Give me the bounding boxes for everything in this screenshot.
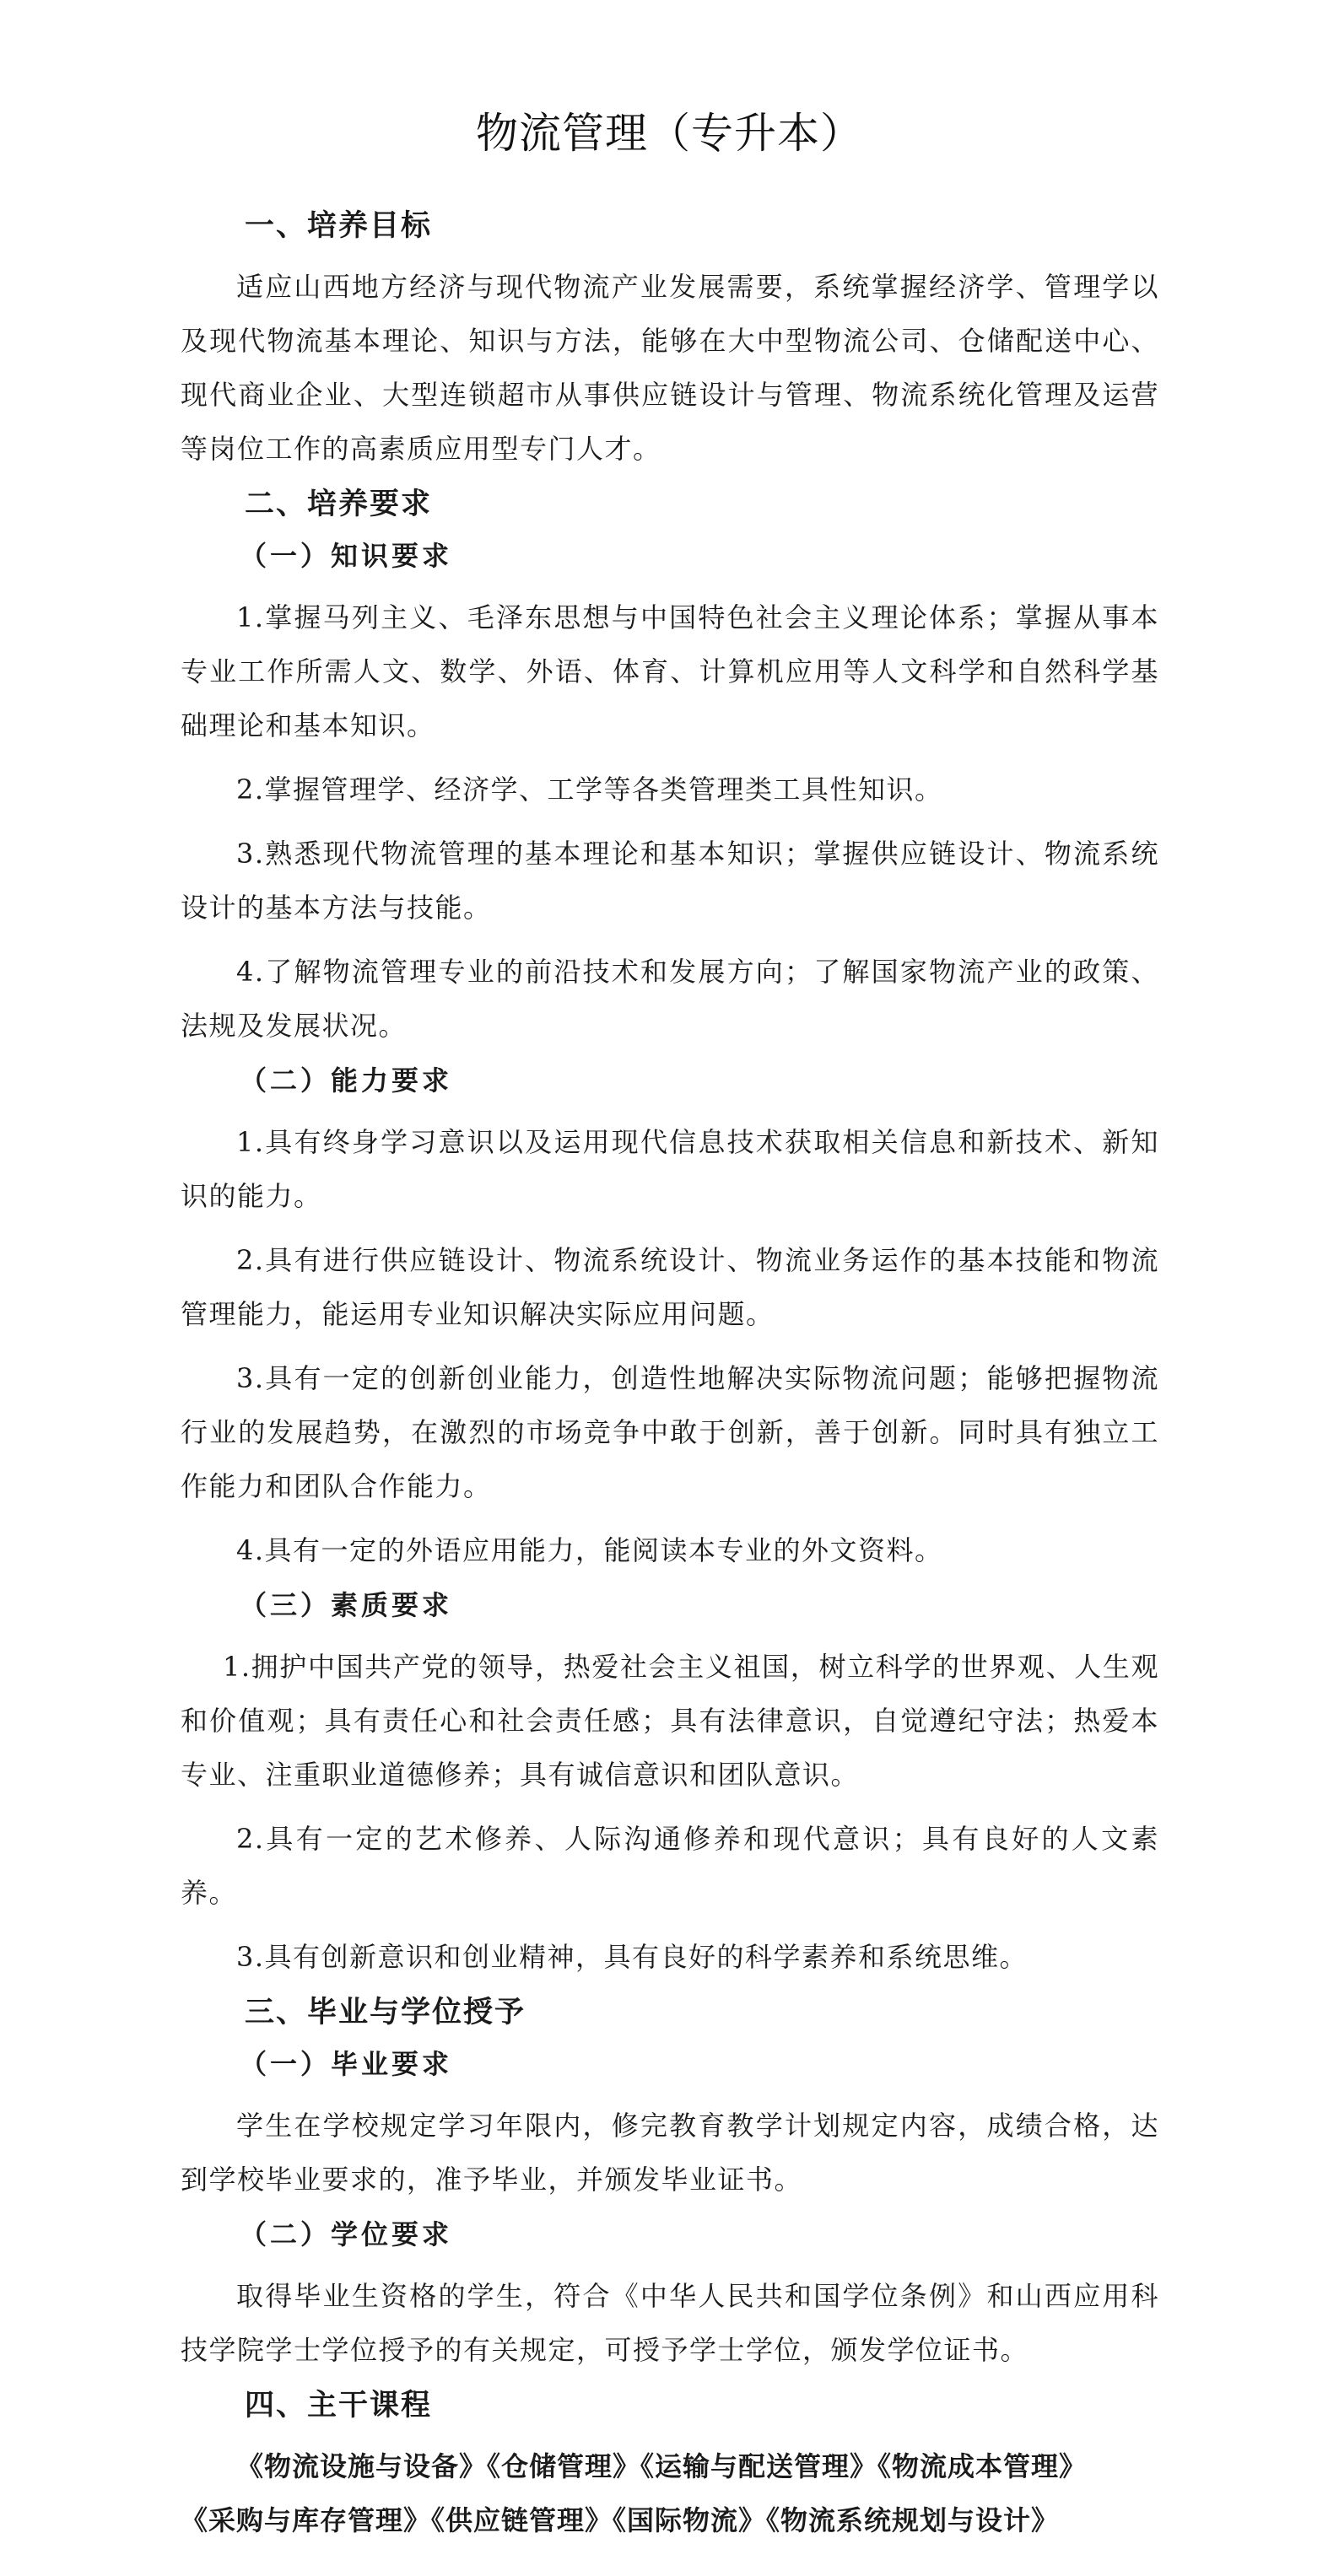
core-courses-line: 《采购与库存管理》《供应链管理》《国际物流》《物流系统规划与设计》 [181, 2504, 1060, 2536]
section-heading-graduation-degree: 三、毕业与学位授予 [245, 1996, 526, 2029]
graduation-paragraph: 学生在学校规定学习年限内，修完教育教学计划规定内容，成绩合格，达到学校毕业要求的，准予毕业，并颁发毕业证书。 [181, 2110, 1159, 2196]
ability-item: 3.具有一定的创新创业能力，创造性地解决实际物流问题；能够把握物流行业的发展趋势，在激烈的市场竞争中敢于创新，善于创新。同时具有独立工作能力和团队合作能力。 [181, 1362, 1159, 1502]
ability-item: 4.具有一定的外语应用能力，能阅读本专业的外文资料。 [236, 1534, 943, 1566]
section-heading-core-courses: 四、主干课程 [245, 2389, 433, 2422]
subheading-ability: （二）能力要求 [240, 1064, 453, 1097]
quality-item: 2.具有一定的艺术修养、人际沟通修养和现代意识；具有良好的人文素养。 [181, 1823, 1159, 1909]
core-courses-line: 《物流设施与设备》《仓储管理》《运输与配送管理》《物流成本管理》 [236, 2450, 1088, 2482]
document-title: 物流管理（专升本） [476, 109, 863, 158]
subheading-graduation: （一）毕业要求 [240, 2048, 453, 2080]
knowledge-item: 2.掌握管理学、经济学、工学等各类管理类工具性知识。 [236, 773, 943, 806]
knowledge-item: 1.掌握马列主义、毛泽东思想与中国特色社会主义理论体系；掌握从事本专业工作所需人文、数学、外语、体育、计算机应用等人文科学和自然科学基础理论和基本知识。 [181, 601, 1159, 741]
knowledge-item: 4.了解物流管理专业的前沿技术和发展方向；了解国家物流产业的政策、法规及发展状况。 [181, 956, 1159, 1042]
subheading-degree: （二）学位要求 [240, 2218, 453, 2250]
quality-item: 1.拥护中国共产党的领导，热爱社会主义祖国，树立科学的世界观、人生观和价值观；具有责任心和社会责任感；具有法律意识，自觉遵纪守法；热爱本专业、注重职业道德修养；具有诚信意识和团队意识。 [181, 1651, 1159, 1791]
section-heading-training-goals: 一、培养目标 [245, 209, 433, 243]
subheading-quality: （三）素质要求 [240, 1589, 453, 1621]
training-goals-paragraph: 适应山西地方经济与现代物流产业发展需要，系统掌握经济学、管理学以及现代物流基本理论、知识与方法，能够在大中型物流公司、仓储配送中心、现代商业企业、大型连锁超市从事供应链设计与管理、物流系统化管理及运营等岗位工作的高素质应用型专门人才。 [181, 271, 1159, 465]
quality-item: 3.具有创新意识和创业精神，具有良好的科学素养和系统思维。 [236, 1941, 1029, 1973]
degree-paragraph: 取得毕业生资格的学生，符合《中华人民共和国学位条例》和山西应用科技学院学士学位授予的有关规定，可授予学士学位，颁发学位证书。 [181, 2280, 1159, 2366]
knowledge-item: 3.熟悉现代物流管理的基本理论和基本知识；掌握供应链设计、物流系统设计的基本方法与技能。 [181, 838, 1159, 924]
subheading-knowledge: （一）知识要求 [240, 540, 453, 572]
section-heading-training-requirements: 二、培养要求 [245, 488, 433, 521]
ability-item: 2.具有进行供应链设计、物流系统设计、物流业务运作的基本技能和物流管理能力，能运用专业知识解决实际应用问题。 [181, 1244, 1159, 1330]
core-courses-list [181, 2439, 1159, 2547]
document-body [181, 204, 1159, 2547]
ability-item: 1.具有终身学习意识以及运用现代信息技术获取相关信息和新技术、新知识的能力。 [181, 1126, 1159, 1212]
